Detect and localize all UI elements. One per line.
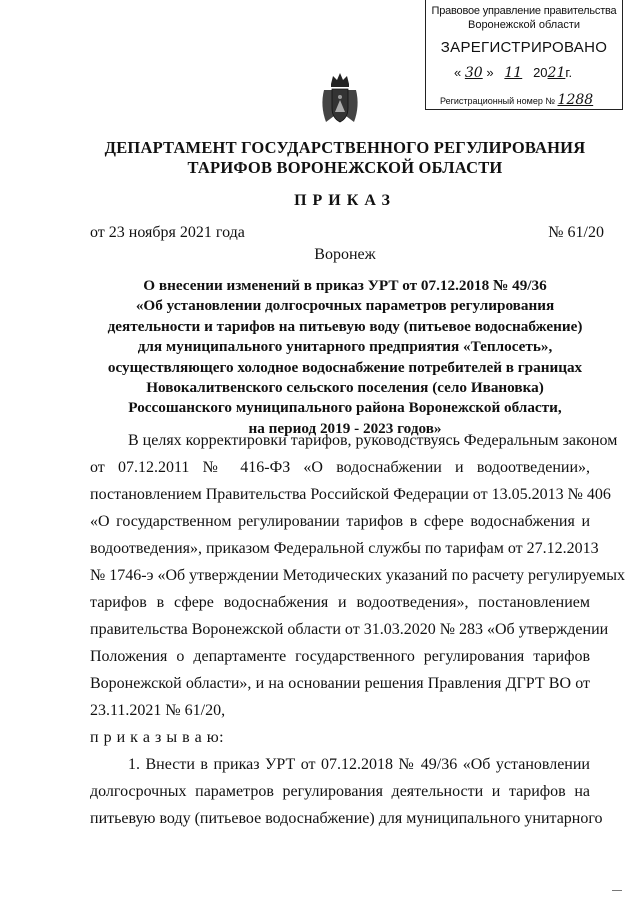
paragraph-line: 23.11.2021 № 61/20, — [90, 702, 226, 719]
stamp-date-year-prefix: 20 — [533, 65, 548, 80]
paragraph-line: В целях корректировки тарифов, руководствуясь Федеральным законом — [128, 432, 618, 449]
paragraph-line: тарифов в сфере водоснабжения и водоотведения», постановлением — [90, 594, 590, 611]
stamp-region-line: Воронежской области — [467, 19, 580, 31]
subject-line: на период 2019 - 2023 годов» — [248, 419, 442, 437]
document-type-title: ПРИКАЗ — [294, 192, 396, 209]
subject-line: деятельности и тарифов на питьевую воду (питьевое водоснабжение) — [107, 317, 583, 335]
subject-line: «Об установлении долгосрочных параметров регулирования — [135, 297, 555, 315]
order-number: № 61/20 — [548, 224, 604, 241]
stamp-reg-number-value: 1288 — [557, 92, 594, 108]
stamp-reg-number — [440, 92, 593, 108]
stamp-reg-number-label: Регистрационный номер № — [440, 96, 556, 106]
paragraph-line: Положения о департаменте государственного регулирования тарифов — [90, 648, 590, 665]
subject-line: О внесении изменений в приказ УРТ от 07.12.2018 № 49/36 — [143, 277, 547, 294]
stamp-registered-label: ЗАРЕГИСТРИРОВАНО — [440, 39, 608, 56]
paragraph-line: «О государственном регулировании тарифов в сфере водоснабжения и — [90, 513, 590, 530]
registration-stamp — [425, 0, 623, 110]
order-date: от 23 ноября 2021 года — [90, 224, 245, 241]
paragraph-line: от 07.12.2011 № 416-ФЗ «О водоснабжении и водоотведении», — [90, 459, 590, 476]
stamp-date-open-quote: « — [454, 65, 462, 80]
order-city: Воронеж — [314, 246, 376, 263]
paragraph-line: постановлением Правительства Российской Федерации от 13.05.2013 № 406 — [90, 486, 611, 503]
paragraph-line: Воронежской области», и на основании решения Правления ДГРТ ВО от — [90, 675, 590, 692]
subject-line: Новокалитвенского сельского поселения (село Ивановка) — [146, 379, 544, 397]
item-1-line: питьевую воду (питьевое водоснабжение) для муниципального унитарного — [90, 810, 603, 827]
stamp-date — [454, 65, 572, 81]
paragraph-line: правительства Воронежской области от 31.03.2020 № 283 «Об утверждении — [90, 621, 609, 638]
order-subject — [80, 276, 610, 439]
stamp-date-year: 21 — [547, 65, 566, 81]
stamp-date-close-quote: » — [486, 65, 494, 80]
subject-line: Россошанского муниципального района Воронежской области, — [128, 399, 562, 417]
stamp-date-day: 30 — [464, 65, 483, 81]
subject-line: для муниципального унитарного предприятия «Теплосеть», — [137, 338, 553, 356]
scan-mark — [612, 890, 622, 891]
department-name-line2: ТАРИФОВ ВОРОНЕЖСКОЙ ОБЛАСТИ — [187, 158, 503, 177]
subject-line: осуществляющего холодное водоснабжение потребителей в границах — [107, 358, 583, 376]
voronezh-coat-of-arms-icon — [320, 70, 360, 126]
stamp-date-suffix: г. — [565, 65, 573, 80]
item-1-line: 1. Внести в приказ УРТ от 07.12.2018 № 49/36 «Об установлении — [128, 756, 590, 773]
stamp-authority-line: Правовое управление правительства — [431, 5, 617, 17]
paragraph-line: водоотведения», приказом Федеральной службы по тарифам от 27.12.2013 — [90, 540, 599, 557]
paragraph-line: № 1746-э «Об утверждении Методических указаний по расчету регулируемых — [90, 567, 625, 584]
item-1-line: долгосрочных параметров регулирования деятельности и тарифов на — [90, 783, 590, 800]
department-name-line1: ДЕПАРТАМЕНТ ГОСУДАРСТВЕННОГО РЕГУЛИРОВАНИЯ — [104, 138, 586, 157]
order-word: п р и к а з ы в а ю: — [90, 729, 225, 746]
preamble-paragraph — [90, 427, 625, 832]
stamp-date-month: 11 — [504, 65, 523, 81]
